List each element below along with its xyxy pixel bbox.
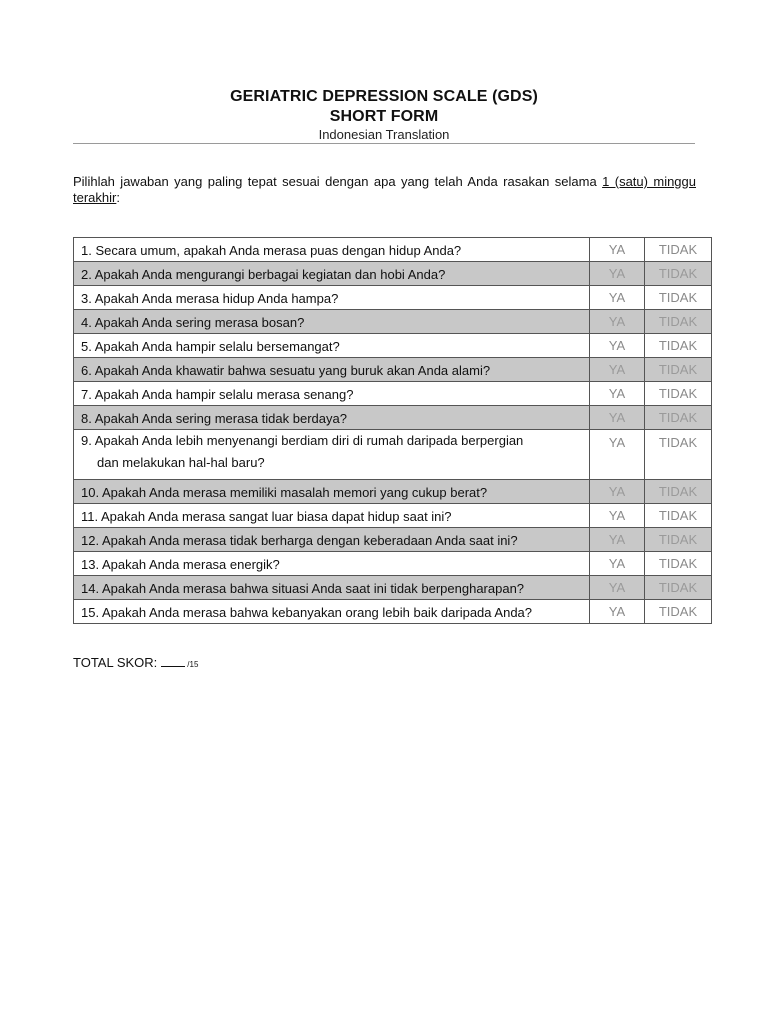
question-row xyxy=(74,406,712,430)
total-score-label: TOTAL SKOR: xyxy=(73,655,158,670)
question-row xyxy=(74,286,712,310)
question-text-continuation: dan melakukan hal-hal baru? xyxy=(97,455,265,470)
answer-yes[interactable]: YA xyxy=(590,286,645,310)
question-text-line: 10. Apakah Anda merasa memiliki masalah memori yang cukup berat? xyxy=(81,484,488,500)
answer-yes[interactable]: YA xyxy=(590,358,645,382)
answer-no[interactable]: TIDAK xyxy=(645,334,712,358)
question-row xyxy=(74,430,712,480)
total-score xyxy=(73,655,198,670)
question-text xyxy=(74,286,590,310)
question-text-line: 6. Apakah Anda khawatir bahwa sesuatu yang buruk akan Anda alami? xyxy=(81,362,491,378)
question-text xyxy=(74,528,590,552)
question-text xyxy=(74,576,590,600)
answer-yes[interactable]: YA xyxy=(590,262,645,286)
header-divider xyxy=(73,143,695,144)
answer-no[interactable]: TIDAK xyxy=(645,382,712,406)
question-text-line: 9. Apakah Anda lebih menyenangi berdiam diri di rumah daripada berpergian xyxy=(81,433,524,448)
question-text-line: 12. Apakah Anda merasa tidak berharga dengan keberadaan Anda saat ini? xyxy=(81,532,518,548)
answer-yes[interactable]: YA xyxy=(590,480,645,504)
instructions xyxy=(73,174,696,206)
question-row xyxy=(74,382,712,406)
total-score-denominator: /15 xyxy=(187,660,199,669)
question-row xyxy=(74,552,712,576)
question-text xyxy=(74,382,590,406)
question-row xyxy=(74,334,712,358)
question-row xyxy=(74,238,712,262)
answer-no[interactable]: TIDAK xyxy=(645,528,712,552)
question-text xyxy=(74,310,590,334)
instructions-suffix: : xyxy=(116,190,120,205)
answer-yes[interactable]: YA xyxy=(590,504,645,528)
question-row xyxy=(74,528,712,552)
document-subtitle-form: SHORT FORM xyxy=(329,108,439,125)
question-text xyxy=(74,358,590,382)
answer-yes[interactable]: YA xyxy=(590,310,645,334)
question-text-line: 1. Secara umum, apakah Anda merasa puas dengan hidup Anda? xyxy=(81,242,462,258)
question-table xyxy=(73,237,712,624)
answer-yes[interactable]: YA xyxy=(590,238,645,262)
answer-no[interactable]: TIDAK xyxy=(645,358,712,382)
answer-yes[interactable]: YA xyxy=(590,382,645,406)
question-text xyxy=(74,552,590,576)
instructions-period: 1 (satu) minggu terakhir xyxy=(73,174,696,205)
question-row xyxy=(74,358,712,382)
answer-yes[interactable]: YA xyxy=(590,528,645,552)
answer-no[interactable]: TIDAK xyxy=(645,238,712,262)
answer-yes[interactable]: YA xyxy=(590,430,645,480)
question-row xyxy=(74,576,712,600)
answer-yes[interactable]: YA xyxy=(590,600,645,624)
answer-no[interactable]: TIDAK xyxy=(645,504,712,528)
question-row xyxy=(74,600,712,624)
question-text-line: 5. Apakah Anda hampir selalu bersemangat? xyxy=(81,338,340,354)
answer-yes[interactable]: YA xyxy=(590,552,645,576)
question-text-line: 13. Apakah Anda merasa energik? xyxy=(81,556,280,572)
translation-note: Indonesian Translation xyxy=(318,127,450,142)
question-text-line: 14. Apakah Anda merasa bahwa situasi Anda saat ini tidak berpengharapan? xyxy=(81,580,525,596)
answer-no[interactable]: TIDAK xyxy=(645,262,712,286)
question-text xyxy=(74,262,590,286)
question-text-line: 11. Apakah Anda merasa sangat luar biasa dapat hidup saat ini? xyxy=(81,508,452,524)
answer-no[interactable]: TIDAK xyxy=(645,286,712,310)
question-row xyxy=(74,310,712,334)
question-text-line: 15. Apakah Anda merasa bahwa kebanyakan orang lebih baik daripada Anda? xyxy=(81,604,533,620)
total-score-field[interactable] xyxy=(161,655,185,667)
question-text-line: 7. Apakah Anda hampir selalu merasa senang? xyxy=(81,386,354,402)
question-text xyxy=(74,238,590,262)
question-text-line: 8. Apakah Anda sering merasa tidak berdaya? xyxy=(81,410,347,426)
answer-no[interactable]: TIDAK xyxy=(645,576,712,600)
question-text-line: 3. Apakah Anda merasa hidup Anda hampa? xyxy=(81,290,339,306)
question-text xyxy=(74,504,590,528)
answer-yes[interactable]: YA xyxy=(590,334,645,358)
question-text-line: 4. Apakah Anda sering merasa bosan? xyxy=(81,314,305,330)
question-text xyxy=(74,480,590,504)
question-text xyxy=(74,334,590,358)
answer-yes[interactable]: YA xyxy=(590,406,645,430)
answer-no[interactable]: TIDAK xyxy=(645,406,712,430)
question-text xyxy=(74,430,590,480)
question-text-line: 2. Apakah Anda mengurangi berbagai kegiatan dan hobi Anda? xyxy=(81,266,446,282)
answer-no[interactable]: TIDAK xyxy=(645,310,712,334)
document-title: GERIATRIC DEPRESSION SCALE (GDS) xyxy=(230,88,538,105)
question-text xyxy=(74,600,590,624)
question-row xyxy=(74,262,712,286)
answer-yes[interactable]: YA xyxy=(590,576,645,600)
answer-no[interactable]: TIDAK xyxy=(645,552,712,576)
answer-no[interactable]: TIDAK xyxy=(645,480,712,504)
question-text xyxy=(74,406,590,430)
answer-no[interactable]: TIDAK xyxy=(645,430,712,480)
instructions-prefix: Pilihlah jawaban yang paling tepat sesuai dengan apa yang telah Anda rasakan selama xyxy=(73,174,603,189)
question-row xyxy=(74,504,712,528)
question-row xyxy=(74,480,712,504)
answer-no[interactable]: TIDAK xyxy=(645,600,712,624)
